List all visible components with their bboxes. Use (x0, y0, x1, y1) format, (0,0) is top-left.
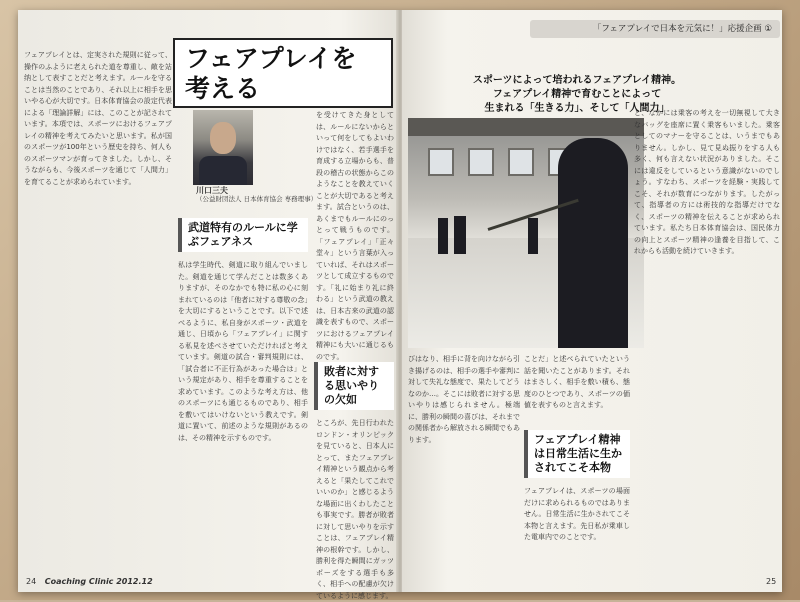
left-column-4 (316, 418, 394, 600)
left-page (18, 10, 398, 600)
page-number-right: 25 (766, 577, 777, 586)
page-number-left: 24 (26, 577, 37, 586)
author-caption (196, 186, 326, 204)
lead-text: スポーツによって培われるフェアプレイ精神。 フェアプレイ精神で育むことによって 生まれる「生きる力」、そして「人間力」 (472, 75, 682, 114)
author-portrait (193, 110, 253, 185)
left-column-2 (178, 260, 308, 572)
left-page-folio (26, 577, 153, 586)
article-title-box (173, 38, 393, 108)
subhead-daily-life: フェアプレイ精神は日常生活に生かされてこそ本物 (524, 430, 630, 478)
right-column-4-text: と、なかには乗客の考えを一切無視して大きなバッグを座席に置く乗客もいました。乗客としてのマナーを守ることは、いうまでもありません。しかし、見て見ぬ振りをする人も多く、何も言えない状況がありました。そこには違反をしているという意識がないのでしょう。すなわち、スポーツを経験・実践してこそ、それが数育につながります。したがって、指導者の方には術技的な指導だけでなく、スポーツの精神を伝えることが求められています。私たち日本体育協会は、国民体力の向上とスポーツ精神の逢養を目指して、これからも活動を続けていきます。 (634, 109, 780, 255)
left-column-3 (316, 110, 394, 360)
left-column-1-text: フェアプレイとは、定実された規則に従って、操作のふように老えられた道を尊重し、敵を站纳として表すことだと考えます。ルールを守ることは当然のことであり、それ以上に相手を思いやる心が大切です。日本体育協会の設定代表による「理論詳解」には、このことが記されています。本項では、スポーツにおけるフェアプレイの精神を考えてみたいと思います。私が国のスポーツが100年という歴史を持ち、何人ものスポーツマンが育ってきました。しかし、そうながらも、今後スポーツを通じて「人間力」を育てることが求められています。 (24, 51, 172, 186)
subhead-loser-consideration: 敗者に対する思いやりの欠如 (314, 362, 394, 410)
author-name: 川口三夫 (196, 186, 228, 195)
right-column-1 (408, 354, 520, 566)
right-column-3-text: フェアプレイは、スポーツの場面だけに求められるものではありません。日常生活に生かされてこそ本物と言えます。先日私が乗車した電車内でのことです。 (524, 487, 630, 541)
series-banner: 「フェアプレイで日本を元気に！」応援企画 ① (530, 20, 780, 38)
left-column-1 (24, 50, 172, 570)
right-column-4 (634, 108, 780, 564)
subhead-martial-rules: 武道特有のルールに学ぶフェアネス (178, 218, 308, 252)
author-affiliation: （公益財団法人 日本体育協会 専務理事） (196, 195, 318, 203)
article-title: フェアプレイを考える (185, 44, 357, 103)
left-column-2-text: 私は学生時代、剣道に取り組んでいました。剣道を通じて学んだことは数多くありますが、そのなかでも特に私の心に刻まれているのは「他者に対する尊敬の念」を大切にするということです。以下で述べるように、私自身がスポーツ・武道を通じ、日頃から「フェアプレイ」に関する私見を述べさせていただければと考えています。剣道の試合・審判規則には、「試合者に不正行為があった場合は」という規定があり、相手を尊重することを求めています。このような考え方は、他のスポーツにも通じるものであり、相手を敷いてはいけないという教えです。剣道に置いて、前述のような規則があるのは、その精神を示すものです。 (178, 261, 308, 442)
left-column-4-text: ところが、先日行われたロンドン・オリンピックを見ていると、日本人にとって、またフェアプレイ精神という観点から考えると「果たしてこれでいいのか」と感じるような場面に出くわしたことも事実です。勝者が敗者に対して思いやりを示すことは、フェアプレイ精神の根幹です。しかし、勝利を得た瞬間にガッツポーズをする選手も多く、相手への配慮が欠けているように感じます。 (316, 419, 394, 600)
kendo-photo (408, 118, 644, 348)
magazine-footer: Coaching Clinic 2012.12 (44, 577, 153, 586)
right-column-2 (524, 354, 630, 424)
left-column-3-text: を受けてきた身としては、ルールにないからといって何をしてもよいわけではなく、若手選手を育成する立場からも、普段の稽古の状態からこのようなことを教えていくことが大切であると考えます。試合というのは、あくまでもルールにのっとって戦うものです。「フェアプレイ」「正々堂々」という言葉が入っていれば、それはスポーツとして成立するものです。「礼に始まり礼に終わる」という武道の教えは、日本古来の武道の認識を表すもので、スポーツにおけるフェアプレイ精神にも大いに通じるものです。 (316, 111, 394, 361)
magazine-spread (18, 10, 782, 600)
right-column-2-text: ことだ」と述べられていたという話を聞いたことがあります。それはまさしく、相手を敷い積も、態度のひとつであり、スポーツの価値を表すものと言えます。 (524, 355, 630, 409)
kendo-fighter (558, 138, 628, 348)
right-column-1-text: びはなり、相手に背を向けながら引き揚げるのは、相手の選手や審判に対して失礼な態度で、果たしてどうなのか…。そこには敗者に対する思いやりは感じられません。極端に、勝利の瞬間の喜びは、それまでの関係者から解放される瞬間でもあります。 (408, 355, 520, 444)
right-column-3 (524, 486, 630, 568)
